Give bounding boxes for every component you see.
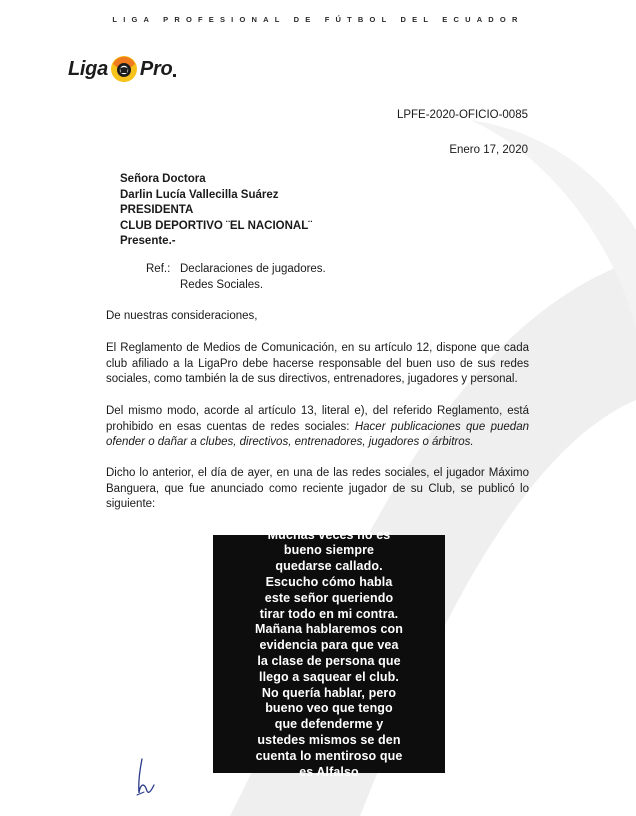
addressee-salutation: Señora Doctora [120, 173, 206, 185]
quote-line: Mañana hablaremos con [255, 622, 403, 637]
league-header: LIGA PROFESIONAL DE FÚTBOL DEL ECUADOR [112, 15, 524, 24]
quote-line: tirar todo en mi contra. [259, 606, 399, 621]
quote-line: evidencia para que vea [259, 638, 399, 653]
quote-line: llego a saquear el club. [259, 669, 399, 684]
reference-block [146, 262, 326, 293]
social-post-screenshot [213, 527, 445, 779]
quote-line: No quería hablar, pero [261, 685, 397, 700]
addressee-name: Darlin Lucía Vallecilla Suárez [120, 188, 279, 201]
greeting: De nuestras consideraciones, [106, 310, 258, 322]
reference-line-2: Redes Sociales. [180, 278, 264, 291]
logo-text-right: Pro [139, 57, 173, 80]
quote-line: bueno siempre [283, 543, 375, 558]
addressee-block [120, 172, 312, 250]
paragraph-2-plain: Del mismo modo, acorde al artículo 13, literal e), del referido Reglamento, está prohibido en esas cuentas de redes sociales: [106, 405, 529, 433]
document-date: Enero 17, 2020 [449, 144, 528, 156]
quote-line: la clase de persona que [257, 654, 401, 668]
document-code: LPFE-2020-OFICIO-0085 [396, 109, 528, 121]
addressee-club: CLUB DEPORTIVO ¨EL NACIONAL¨ [120, 219, 313, 232]
quote-line: Escucho cómo habla [265, 575, 393, 590]
signature-mark-icon [128, 755, 168, 805]
ligapro-logo [68, 54, 176, 84]
quote-line: que defenderme y [274, 717, 384, 732]
logo-dot [173, 74, 176, 77]
quote-line: cuenta lo mentiroso que [255, 748, 403, 763]
quote-line: quedarse callado. [275, 559, 383, 574]
quote-line: Muchas veces no es [267, 527, 391, 542]
reference-label: Ref.: [146, 263, 171, 275]
ball-icon [110, 55, 138, 83]
paragraph-3: Dicho lo anterior, el día de ayer, en una de las redes sociales, el jugador Máximo Banguera, que fue anunciado como reciente jugador de su Club, se publicó lo siguiente: [106, 467, 529, 510]
paragraph-1: El Reglamento de Medios de Comunicación, en su artículo 12, dispone que cada club afiliado a la LigaPro debe hacerse responsable del buen uso de sus redes sociales, como también la de sus directivos, entrenadores, jugadores y personal. [106, 342, 529, 385]
quote-line: ustedes mismos se den [257, 732, 401, 747]
logo-text-left: Liga [68, 57, 108, 80]
reference-line-1: Declaraciones de jugadores. [180, 263, 326, 275]
reference-lines [180, 262, 326, 293]
addressee-presente: Presente.- [120, 235, 176, 247]
addressee-role: PRESIDENTA [120, 204, 194, 216]
paragraph-2 [106, 404, 529, 451]
quote-line: este señor queriendo [264, 590, 394, 605]
social-post-text [247, 528, 411, 781]
quote-line: es Alfalso [299, 764, 359, 779]
paragraph-2-italic: Hacer publicaciones que puedan ofender o dañar a clubes, directivos, entrenadores, jugadores o árbitros. [106, 420, 529, 448]
quote-line: bueno veo que tengo [265, 701, 393, 716]
